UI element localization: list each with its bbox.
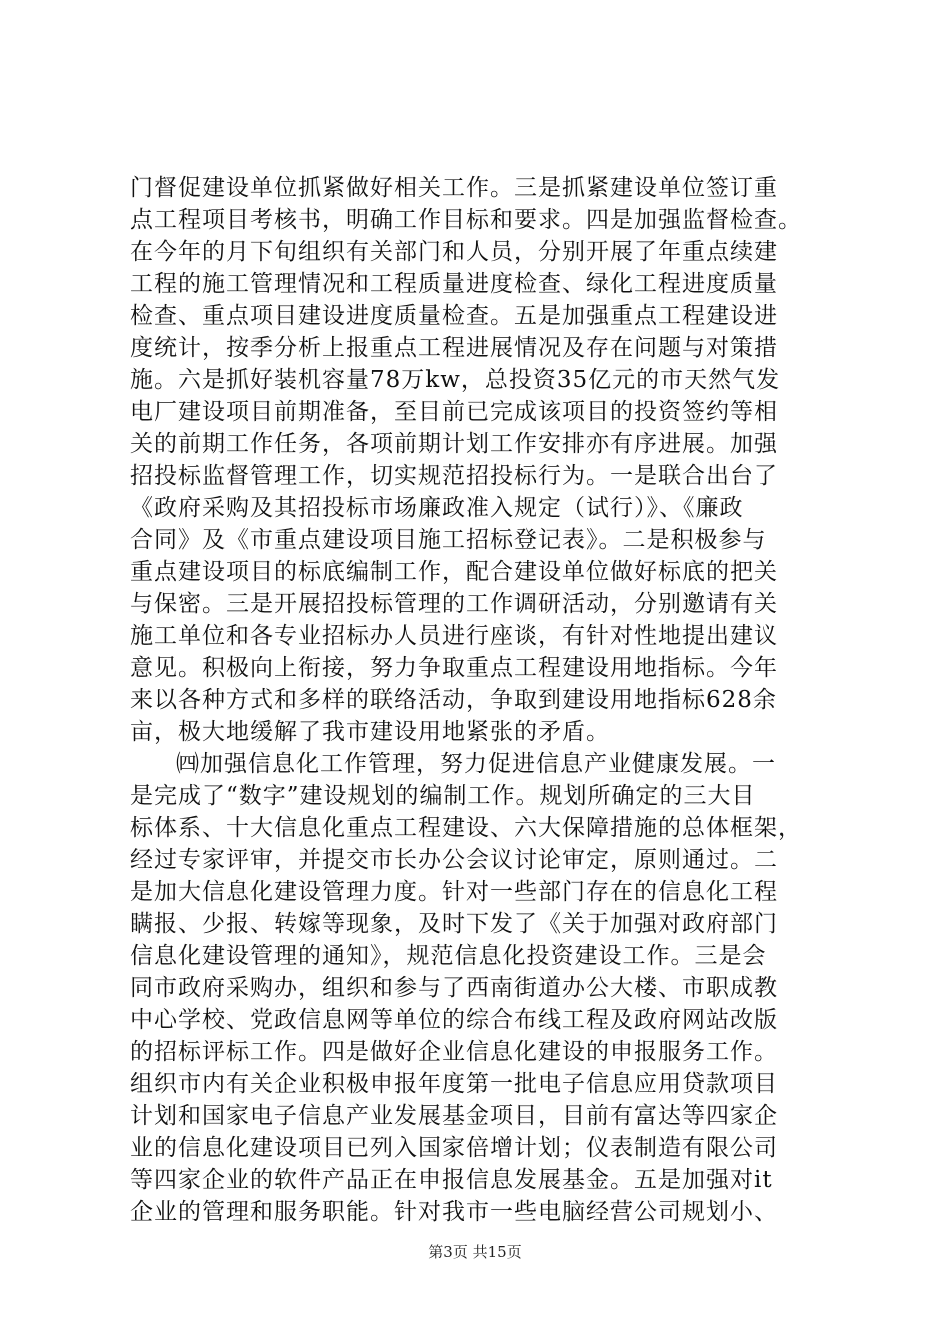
page-number: 第3页 共15页 xyxy=(428,1243,522,1261)
text-line-18: 亩，极大地缓解了我市建设用地紧张的矛盾。 xyxy=(130,719,610,745)
text-line-22: 经过专家评审，并提交市长办公会议讨论审定，原则通过。二 xyxy=(130,847,778,873)
text-line-33: 企业的管理和服务职能。针对我市一些电脑经营公司规划小、 xyxy=(130,1199,778,1225)
text-line-30: 计划和国家电子信息产业发展基金项目，目前有富达等四家企 xyxy=(130,1103,778,1129)
text-line-29: 组织市内有关企业积极申报年度第一批电子信息应用贷款项目 xyxy=(130,1071,778,1097)
text-line-13: 重点建设项目的标底编制工作，配合建设单位做好标底的把关 xyxy=(130,559,778,585)
text-line-21: 标体系、十大信息化重点工程建设、六大保障措施的总体框架， xyxy=(130,815,802,841)
text-line-3: 在今年的月下旬组织有关部门和人员，分别开展了年重点续建 xyxy=(130,239,778,265)
text-line-32: 等四家企业的软件产品正在申报信息发展基金。五是加强对it xyxy=(130,1167,773,1193)
text-line-7: 施。六是抓好装机容量78万kw，总投资35亿元的市天然气发 xyxy=(130,367,781,393)
text-line-5: 检查、重点项目建设进度质量检查。五是加强重点工程建设进 xyxy=(130,303,778,329)
text-line-28: 的招标评标工作。四是做好企业信息化建设的申报服务工作。 xyxy=(130,1039,778,1065)
text-line-20: 是完成了“数字”建设规划的编制工作。规划所确定的三大目 xyxy=(130,783,756,809)
text-line-12: 合同》及《市重点建设项目施工招标登记表》。二是积极参与 xyxy=(130,527,767,553)
text-line-11: 《政府采购及其招投标市场廉政准入规定（试行）》、《廉政 xyxy=(130,495,744,521)
text-line-6: 度统计，按季分析上报重点工程进展情况及存在问题与对策措 xyxy=(130,335,778,361)
text-line-1: 门督促建设单位抓紧做好相关工作。三是抓紧建设单位签订重 xyxy=(130,175,778,201)
text-line-9: 关的前期工作任务，各项前期计划工作安排亦有序进展。加强 xyxy=(130,431,778,457)
text-line-27: 中心学校、党政信息网等单位的综合布线工程及政府网站改版 xyxy=(130,1007,778,1033)
text-line-4: 工程的施工管理情况和工程质量进度检查、绿化工程进度质量 xyxy=(130,271,778,297)
text-line-19: ㈣加强信息化工作管理，努力促进信息产业健康发展。一 xyxy=(176,751,776,777)
text-line-25: 信息化建设管理的通知》，规范信息化投资建设工作。三是会 xyxy=(130,943,767,969)
text-line-2: 点工程项目考核书，明确工作目标和要求。四是加强监督检查。 xyxy=(130,207,802,233)
text-line-10: 招投标监督管理工作，切实规范招投标行为。一是联合出台了 xyxy=(130,463,778,489)
text-line-23: 是加大信息化建设管理力度。针对一些部门存在的信息化工程 xyxy=(130,879,778,905)
page-footer xyxy=(0,1242,950,1262)
text-line-16: 意见。积极向上衔接，努力争取重点工程建设用地指标。今年 xyxy=(130,655,778,681)
body-text xyxy=(130,172,830,1228)
text-line-15: 施工单位和各专业招标办人员进行座谈，有针对性地提出建议 xyxy=(130,623,778,649)
text-line-31: 业的信息化建设项目已列入国家倍增计划；仪表制造有限公司 xyxy=(130,1135,778,1161)
text-line-26: 同市政府采购办，组织和参与了西南街道办公大楼、市职成教 xyxy=(130,975,778,1001)
text-line-14: 与保密。三是开展招投标管理的工作调研活动，分别邀请有关 xyxy=(130,591,778,617)
text-line-17: 来以各种方式和多样的联络活动，争取到建设用地指标628余 xyxy=(130,687,777,713)
text-line-8: 电厂建设项目前期准备，至目前已完成该项目的投资签约等相 xyxy=(130,399,778,425)
text-line-24: 瞒报、少报、转嫁等现象，及时下发了《关于加强对政府部门 xyxy=(130,911,778,937)
